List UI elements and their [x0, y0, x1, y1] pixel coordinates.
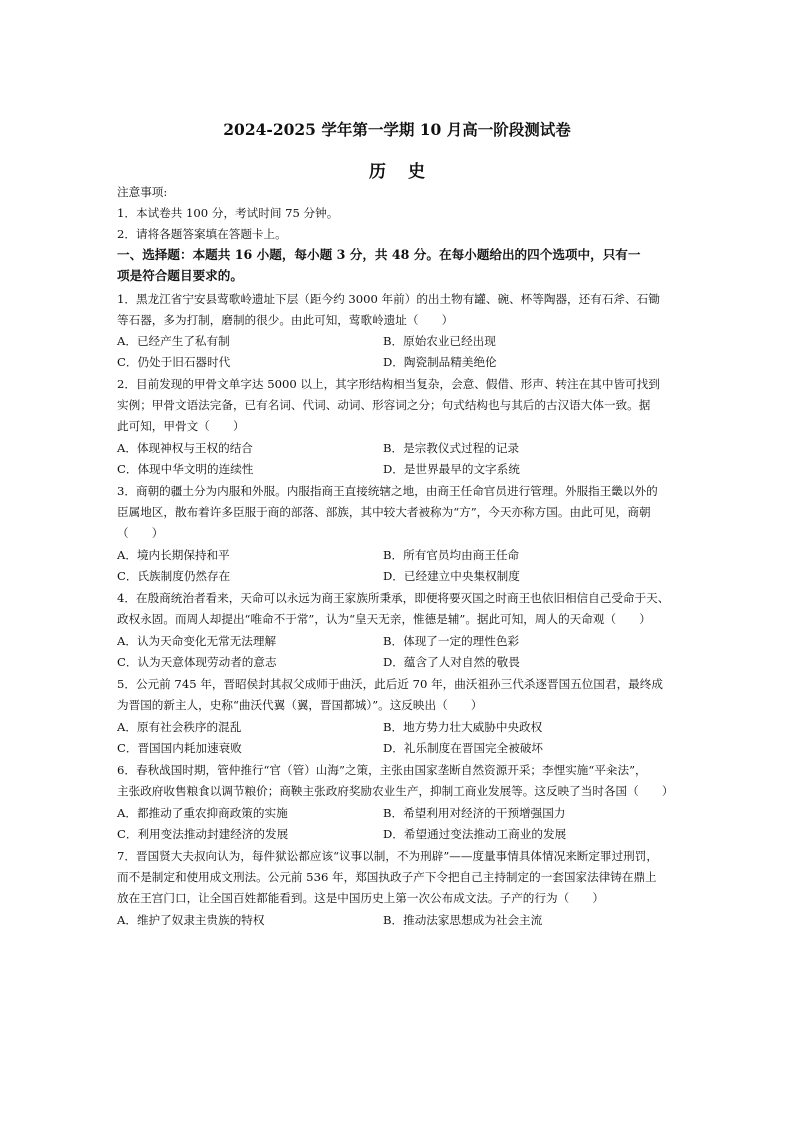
question-6-option-d: D．希望通过变法推动工商业的发展 — [383, 827, 567, 841]
question-1-option-c: C．仍处于旧石器时代 — [117, 355, 231, 369]
question-7-option-a: A．维护了奴隶主贵族的特权 — [117, 913, 265, 927]
question-2-option-d: D．是世界最早的文字系统 — [383, 462, 520, 476]
question-5-option-d: D．礼乐制度在晋国完全被破坏 — [383, 741, 544, 755]
question-1-option-b: B．原始农业已经出现 — [383, 334, 496, 348]
section-heading: 项是符合题目要求的。 — [117, 268, 243, 283]
question-3-option-d: D．已经建立中央集权制度 — [383, 569, 520, 583]
question-4-option-d: D．蕴含了人对自然的敬畏 — [383, 655, 520, 669]
question-4-option-b: B．体现了一定的理性色彩 — [383, 634, 520, 648]
question-7-text: 7．晋国贤大夫叔向认为，每件狱讼都应该“议事以制，不为刑辟”——度量事情具体情况来断定罪过刑罚， — [117, 849, 658, 863]
question-6-option-a: A．都推动了重农抑商政策的实施 — [117, 806, 288, 820]
question-1-option-d: D．陶瓷制品精美绝伦 — [383, 355, 497, 369]
question-4-option-a: A．认为天命变化无常无法理解 — [117, 634, 277, 648]
question-3-text: 臣属地区，散布着许多臣服于商的部落、部族，其中较大者被称为“方”，今天亦称方国。由此可见，商朝 — [117, 505, 651, 519]
question-1-option-a: A．已经产生了私有制 — [117, 334, 230, 348]
question-3-option-c: C．氏族制度仍然存在 — [117, 569, 231, 583]
notice-heading: 注意事项: — [117, 185, 168, 199]
question-2-option-a: A．体现神权与王权的结合 — [117, 441, 253, 455]
question-7-option-b: B．推动法家思想成为社会主流 — [383, 913, 543, 927]
question-6-option-b: B．希望利用对经济的干预增强国力 — [383, 806, 566, 820]
notice-item: 1．本试卷共 100 分，考试时间 75 分钟。 — [117, 206, 339, 220]
question-7-text: 而不是制定和使用成文刑法。公元前 536 年，郑国执政子产下令把自己主持制定的一套国家法律铸在鼎上 — [117, 870, 657, 884]
question-2-text: 实例；甲骨文语法完备，已有名词、代词、动词、形容词之分；句式结构也与其后的古汉语大体一致。据 — [117, 398, 651, 412]
question-6-text: 6．春秋战国时期，管仲推行“官（管）山海”之策，主张由国家垄断自然资源开采；李悝实施“平籴法”， — [117, 763, 647, 777]
question-5-option-a: A．原有社会秩序的混乱 — [117, 720, 242, 734]
question-2-option-c: C．体现中华文明的连续性 — [117, 462, 254, 476]
question-7-text: 放在王宫门口，让全国百姓都能看到。这是中国历史上第一次公布成文法。子产的行为（ ） — [117, 891, 604, 905]
question-1-text: 等石器，多为打制，磨制的很少。由此可知，莺歌岭遗址（ ） — [117, 313, 454, 327]
question-2-text: 2．目前发现的甲骨文单字达 5000 以上，其字形结构相当复杂，会意、假借、形声、转注在其中皆可找到 — [117, 377, 660, 391]
question-6-text: 主张政府收售粮食以调节粮价；商鞅主张政府奖励农业生产，抑制工商业发展等。这反映了当时各国（ ） — [117, 784, 674, 798]
section-heading: 一、选择题：本题共 16 小题，每小题 3 分，共 48 分。在每小题给出的四个选项中，只有一 — [117, 247, 641, 262]
question-2-text: 此可知，甲骨文（ ） — [117, 419, 245, 433]
question-5-option-b: B．地方势力壮大威胁中央政权 — [383, 720, 543, 734]
question-4-text: 政权永固。而周人却提出“唯命不于常”，认为“皇天无亲，惟德是辅”。据此可知，周人的天命观（ ） — [117, 612, 651, 626]
question-5-text: 为晋国的新主人，史称“曲沃代翼（翼，晋国都城）”。这反映出（ ） — [117, 698, 483, 712]
question-1-text: 1．黑龙江省宁安县莺歌岭遗址下层（距今约 3000 年前）的出土物有罐、碗、杯等陶器，还有石斧、石锄 — [117, 292, 660, 306]
question-5-text: 5．公元前 745 年，晋昭侯封其叔父成师于曲沃，此后近 70 年，曲沃祖孙三代杀逐晋国五位国君，最终成 — [117, 677, 663, 691]
subject-title: 历史 — [369, 162, 447, 182]
question-6-option-c: C．利用变法推动封建经济的发展 — [117, 827, 289, 841]
question-3-option-b: B．所有官员均由商王任命 — [383, 548, 520, 562]
question-4-text: 4．在殷商统治者看来，天命可以永远为商王家族所秉承，即便将要灭国之时商王也依旧相信自己受命于天、 — [117, 591, 670, 605]
question-3-text: 3．商朝的疆土分为内服和外服。内服指商王直接统辖之地，由商王任命官员进行管理。外服指王畿以外的 — [117, 484, 658, 498]
question-4-option-c: C．认为天意体现劳动者的意志 — [117, 655, 277, 669]
exam-title: 2024-2025 学年第一学期 10 月高一阶段测试卷 — [223, 120, 571, 139]
question-2-option-b: B．是宗教仪式过程的记录 — [383, 441, 520, 455]
question-3-option-a: A．境内长期保持和平 — [117, 548, 230, 562]
notice-item: 2．请将各题答案填在答题卡上。 — [117, 227, 287, 241]
question-3-text: （ ） — [117, 526, 164, 540]
question-5-option-c: C．晋国国内耗加速衰败 — [117, 741, 242, 755]
